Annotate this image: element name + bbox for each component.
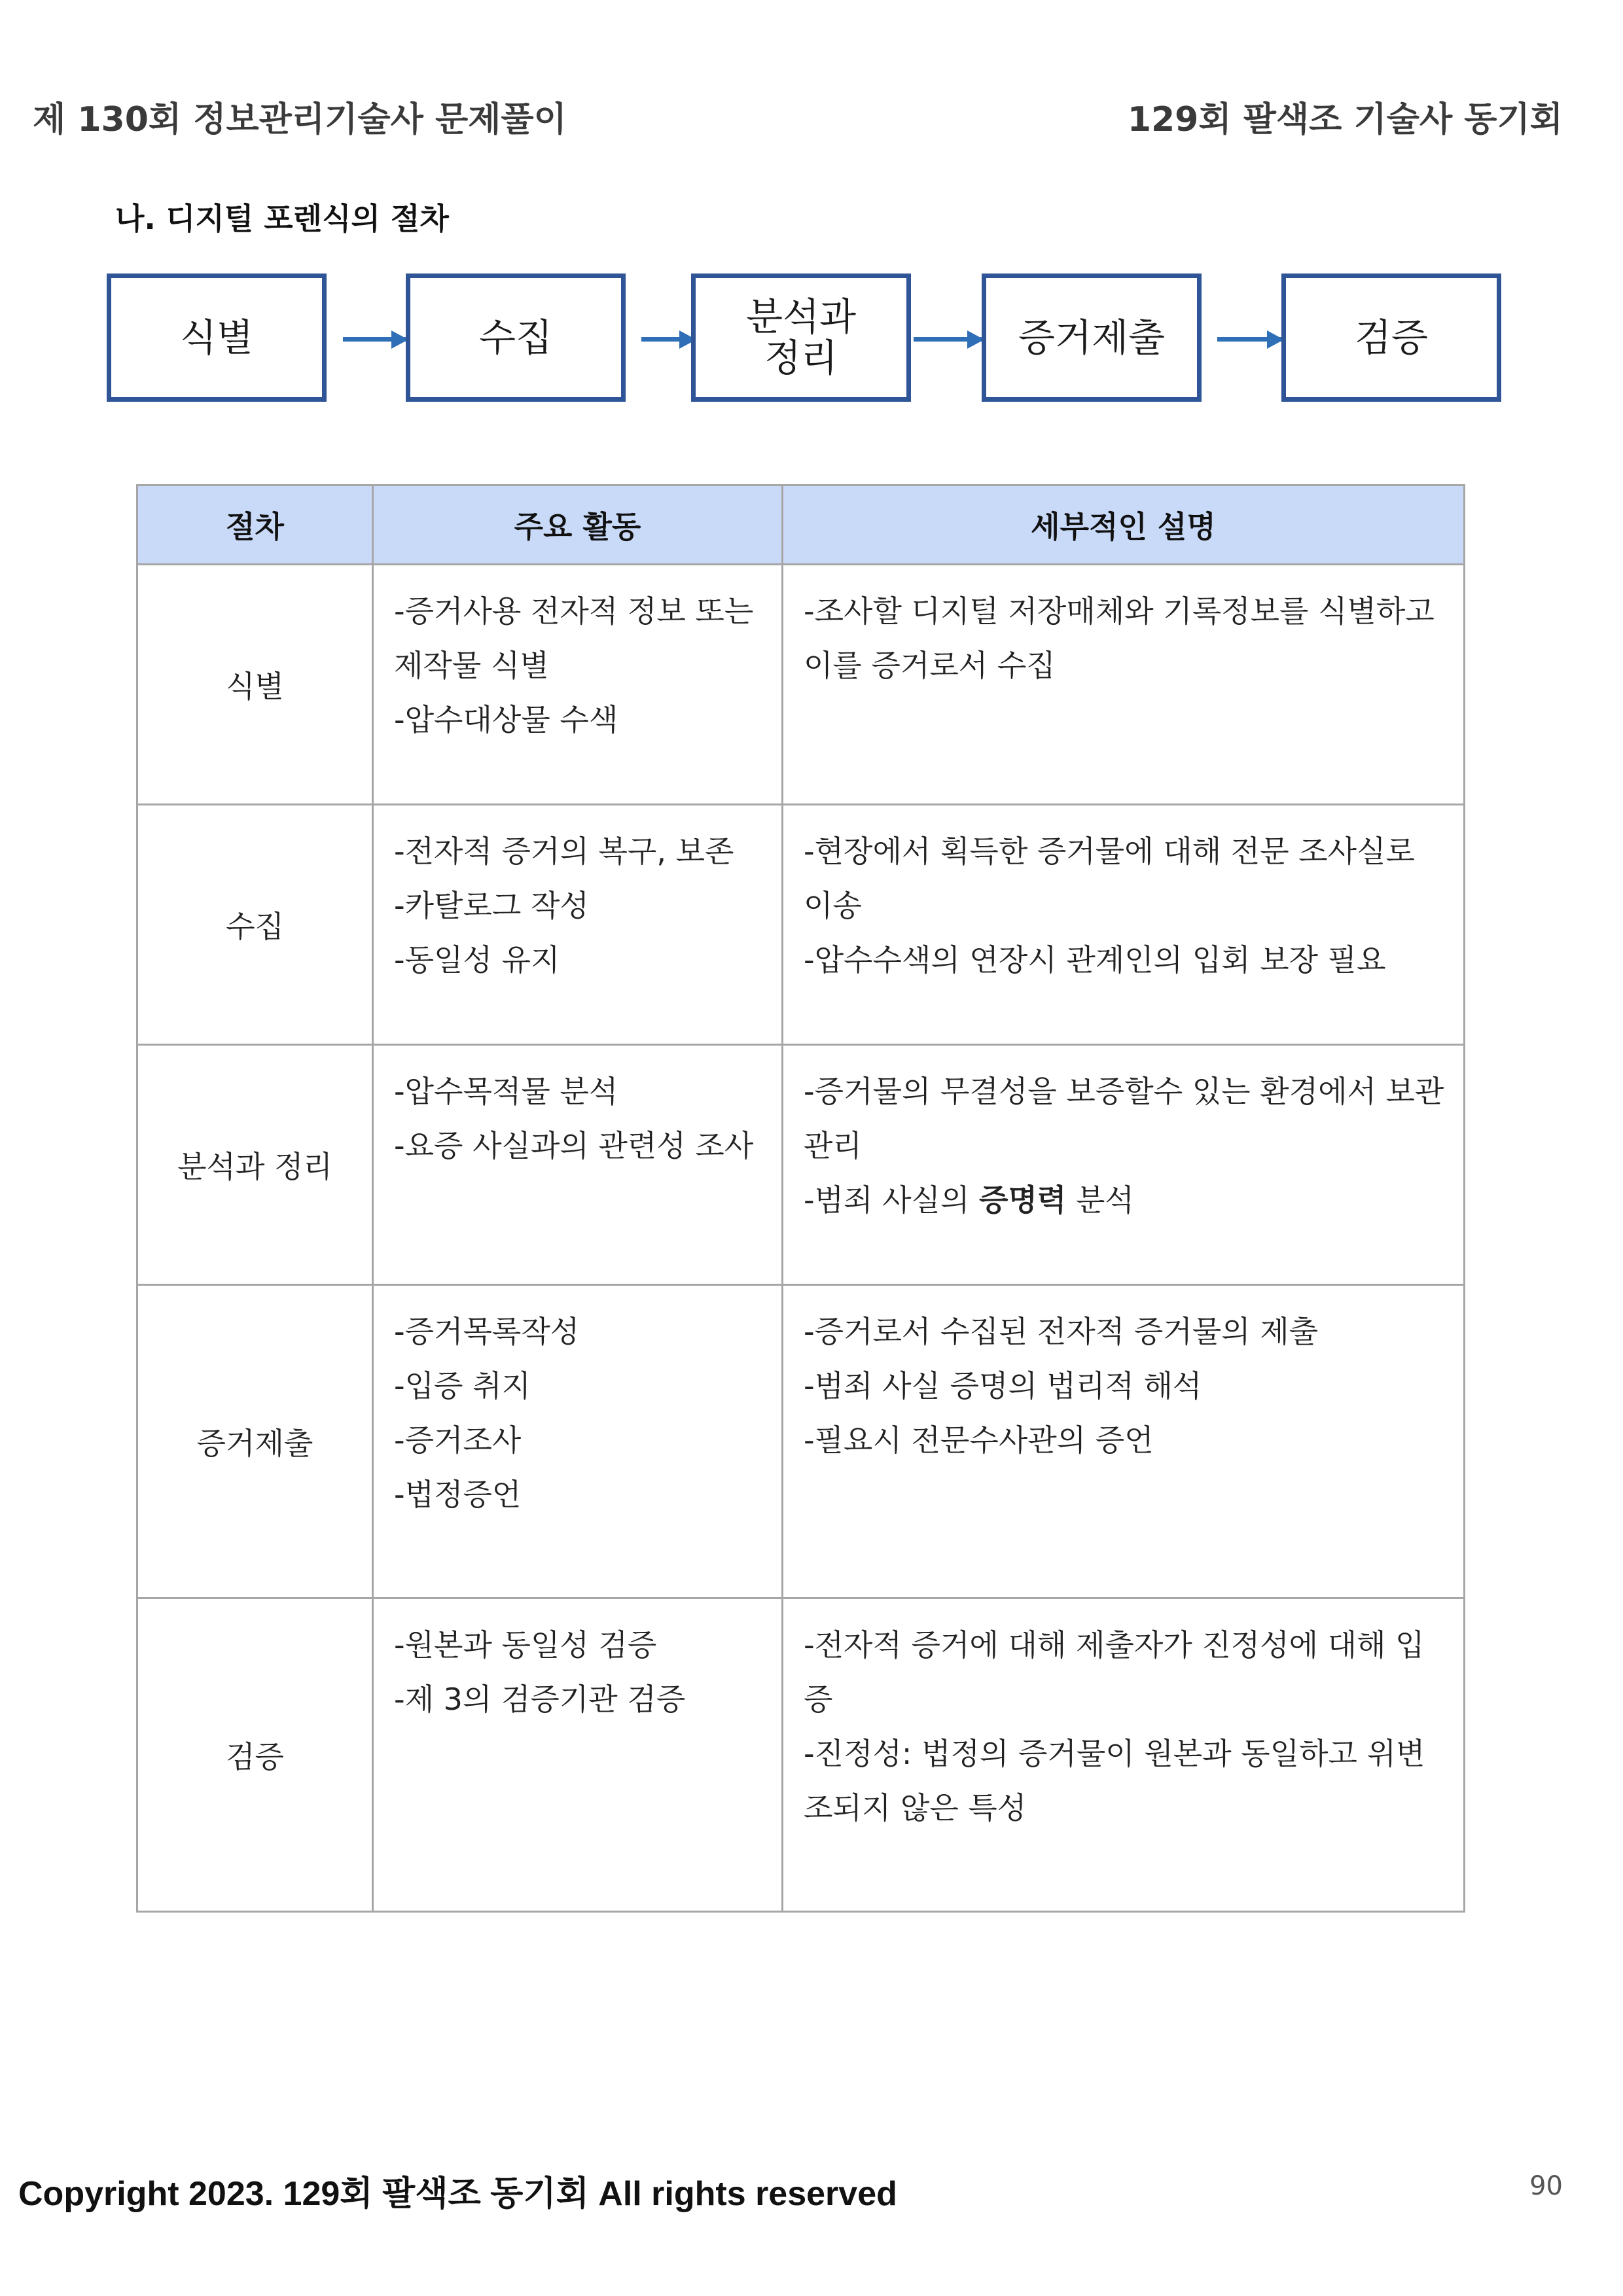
detail-item: -현장에서 획득한 증거물에 대해 전문 조사실로 이송 bbox=[804, 834, 1415, 923]
detail-prefix: -범죄 사실의 bbox=[804, 1182, 980, 1218]
arrow-right-icon bbox=[1217, 337, 1281, 342]
flow-step-identify bbox=[107, 274, 327, 402]
procedure-table bbox=[136, 484, 1465, 1913]
activity-item: -제 3의 검증기관 검증 bbox=[394, 1682, 686, 1717]
table-row bbox=[137, 805, 1465, 1045]
step-cell: 검증 bbox=[137, 1598, 373, 1912]
flow-step-collect bbox=[406, 274, 626, 402]
detail-item: -필요시 전문수사관의 증언 bbox=[804, 1422, 1154, 1458]
details-cell bbox=[783, 565, 1465, 805]
arrow-right-icon bbox=[914, 337, 982, 342]
table-row bbox=[137, 1598, 1465, 1912]
activity-item: -압수목적물 분석 bbox=[394, 1074, 618, 1109]
activity-item: -법정증언 bbox=[394, 1477, 522, 1512]
detail-suffix: 분석 bbox=[1066, 1182, 1134, 1218]
activities-cell bbox=[373, 1045, 783, 1285]
flow-step-verify bbox=[1281, 274, 1501, 402]
table-row bbox=[137, 1045, 1465, 1285]
flow-step-analyze bbox=[691, 274, 911, 402]
header-step: 절차 bbox=[137, 486, 373, 565]
step-cell: 분석과 정리 bbox=[137, 1045, 373, 1285]
detail-item: -증거로서 수집된 전자적 증거물의 제출 bbox=[804, 1314, 1319, 1349]
detail-item: -전자적 증거에 대해 제출자가 진정성에 대해 입증 bbox=[804, 1627, 1425, 1717]
step-cell: 식별 bbox=[137, 565, 373, 805]
flow-step-label: 분석과 정리 bbox=[745, 294, 857, 380]
flow-step-label: 검증 bbox=[1354, 315, 1429, 360]
activities-cell bbox=[373, 565, 783, 805]
activity-item: -입증 취지 bbox=[394, 1368, 531, 1404]
arrow-right-icon bbox=[343, 337, 406, 342]
details-cell bbox=[783, 1285, 1465, 1598]
table-row bbox=[137, 1285, 1465, 1598]
activities-cell bbox=[373, 1285, 783, 1598]
header-left-title: 제 130회 정보관리기술사 문제풀이 bbox=[33, 100, 567, 139]
table-header-row bbox=[137, 486, 1465, 565]
activities-cell bbox=[373, 805, 783, 1045]
activity-item: -원본과 동일성 검증 bbox=[394, 1627, 657, 1663]
detail-item: -증거물의 무결성을 보증할수 있는 환경에서 보관 관리 bbox=[804, 1074, 1444, 1163]
header-details: 세부적인 설명 bbox=[783, 486, 1465, 565]
detail-emphasis: 증명력 bbox=[979, 1182, 1067, 1218]
activity-item: -카탈로그 작성 bbox=[394, 888, 589, 923]
detail-item: -압수수색의 연장시 관계인의 입회 보장 필요 bbox=[804, 942, 1386, 978]
activities-cell bbox=[373, 1598, 783, 1912]
header-activities: 주요 활동 bbox=[373, 486, 783, 565]
detail-item: -진정성: 법정의 증거물이 원본과 동일하고 위변조되지 않은 특성 bbox=[804, 1736, 1425, 1826]
step-cell: 증거제출 bbox=[137, 1285, 373, 1598]
details-cell bbox=[783, 1045, 1465, 1285]
arrow-right-icon bbox=[641, 337, 694, 342]
table-row bbox=[137, 565, 1465, 805]
activity-item: -증거조사 bbox=[394, 1422, 522, 1458]
flow-step-label: 식별 bbox=[179, 315, 254, 360]
details-cell bbox=[783, 805, 1465, 1045]
step-cell: 수집 bbox=[137, 805, 373, 1045]
copyright-footer: Copyright 2023. 129회 팔색조 동기회 All rights reserved bbox=[18, 2175, 897, 2213]
activity-item: -증거사용 전자적 정보 또는 제작물 식별 bbox=[394, 593, 754, 683]
flow-step-submit bbox=[982, 274, 1202, 402]
page-number: 90 bbox=[1529, 2171, 1563, 2201]
detail-item: -범죄 사실 증명의 법리적 해석 bbox=[804, 1368, 1202, 1404]
activity-item: -전자적 증거의 복구, 보존 bbox=[394, 834, 734, 869]
activity-item: -동일성 유지 bbox=[394, 942, 560, 978]
detail-item-rich bbox=[804, 1173, 1444, 1227]
activity-item: -증거목록작성 bbox=[394, 1314, 580, 1349]
details-cell bbox=[783, 1598, 1465, 1912]
flow-step-label: 수집 bbox=[478, 315, 553, 360]
activity-item: -요증 사실과의 관련성 조사 bbox=[394, 1128, 754, 1163]
detail-item: -조사할 디지털 저장매체와 기록정보를 식별하고 이를 증거로서 수집 bbox=[804, 593, 1435, 683]
section-title: 나. 디지털 포렌식의 절차 bbox=[115, 201, 449, 236]
activity-item: -압수대상물 수색 bbox=[394, 702, 618, 737]
flow-step-label: 증거제출 bbox=[1018, 315, 1166, 360]
header-right-title: 129회 팔색조 기술사 동기회 bbox=[1127, 100, 1563, 139]
